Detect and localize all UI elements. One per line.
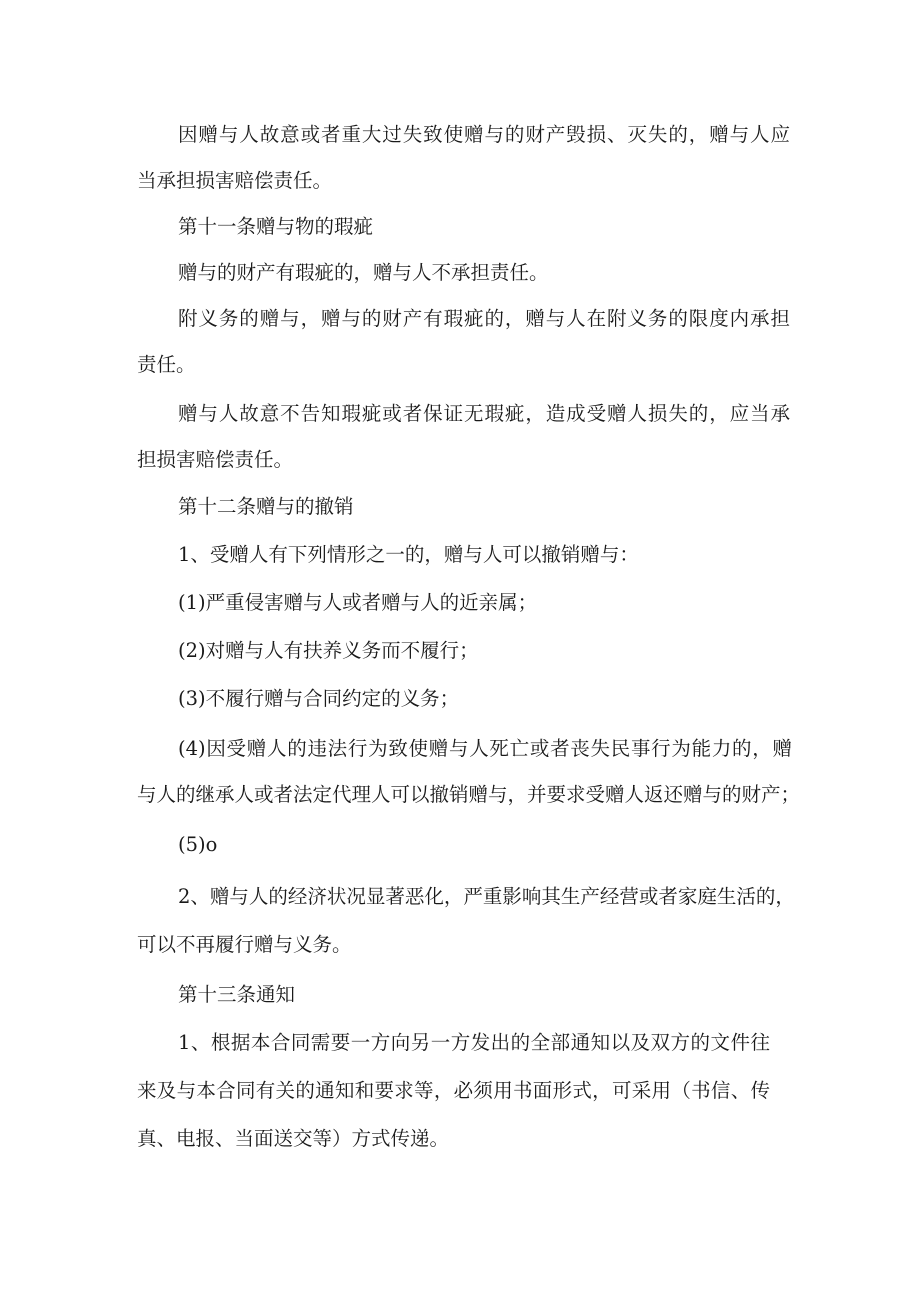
list-item: 与人的继承人或者法定代理人可以撤销赠与，并要求受赠人返还赠与的财产； (137, 783, 801, 806)
list-item: (3)不履行赠与合同约定的义务； (178, 687, 460, 710)
paragraph-line: 担损害赔偿责任。 (137, 448, 294, 471)
paragraph-line: 可以不再履行赠与义务。 (137, 933, 352, 956)
paragraph-line: 1、根据本合同需要一方向另一方发出的全部通知以及双方的文件往 (178, 1031, 770, 1054)
section-heading: 第十二条赠与的撤销 (178, 495, 354, 518)
section-heading: 第十三条通知 (178, 983, 296, 1006)
paragraph-line: 附义务的赠与，赠与的财产有瑕疵的，赠与人在附义务的限度内承担 (178, 307, 790, 330)
paragraph-line: 责任。 (137, 353, 196, 376)
paragraph-line: 真、电报、当面送交等）方式传递。 (137, 1127, 450, 1150)
list-item: (4)因受赠人的违法行为致使赠与人死亡或者丧失民事行为能力的，赠 (178, 737, 792, 760)
section-heading: 第十一条赠与物的瑕疵 (178, 215, 374, 238)
paragraph-line: 1、受赠人有下列情形之一的，赠与人可以撤销赠与： (178, 543, 639, 566)
paragraph-line: 赠与人故意不告知瑕疵或者保证无瑕疵，造成受赠人损失的，应当承 (178, 402, 790, 425)
list-item: (5)o (178, 833, 218, 856)
paragraph-line: 2、赠与人的经济状况显著恶化，严重影响其生产经营或者家庭生活的， (178, 885, 795, 908)
paragraph-line: 来及与本合同有关的通知和要求等，必须用书面形式，可采用（书信、传 (137, 1079, 770, 1102)
list-item: (1)严重侵害赠与人或者赠与人的近亲属； (178, 591, 538, 614)
paragraph-line: 因赠与人故意或者重大过失致使赠与的财产毁损、灭失的，赠与人应 (178, 123, 790, 146)
paragraph-line: 赠与的财产有瑕疵的，赠与人不承担责任。 (178, 261, 549, 284)
list-item: (2)对赠与人有扶养义务而不履行； (178, 639, 479, 662)
paragraph-line: 当承担损害赔偿责任。 (137, 169, 333, 192)
